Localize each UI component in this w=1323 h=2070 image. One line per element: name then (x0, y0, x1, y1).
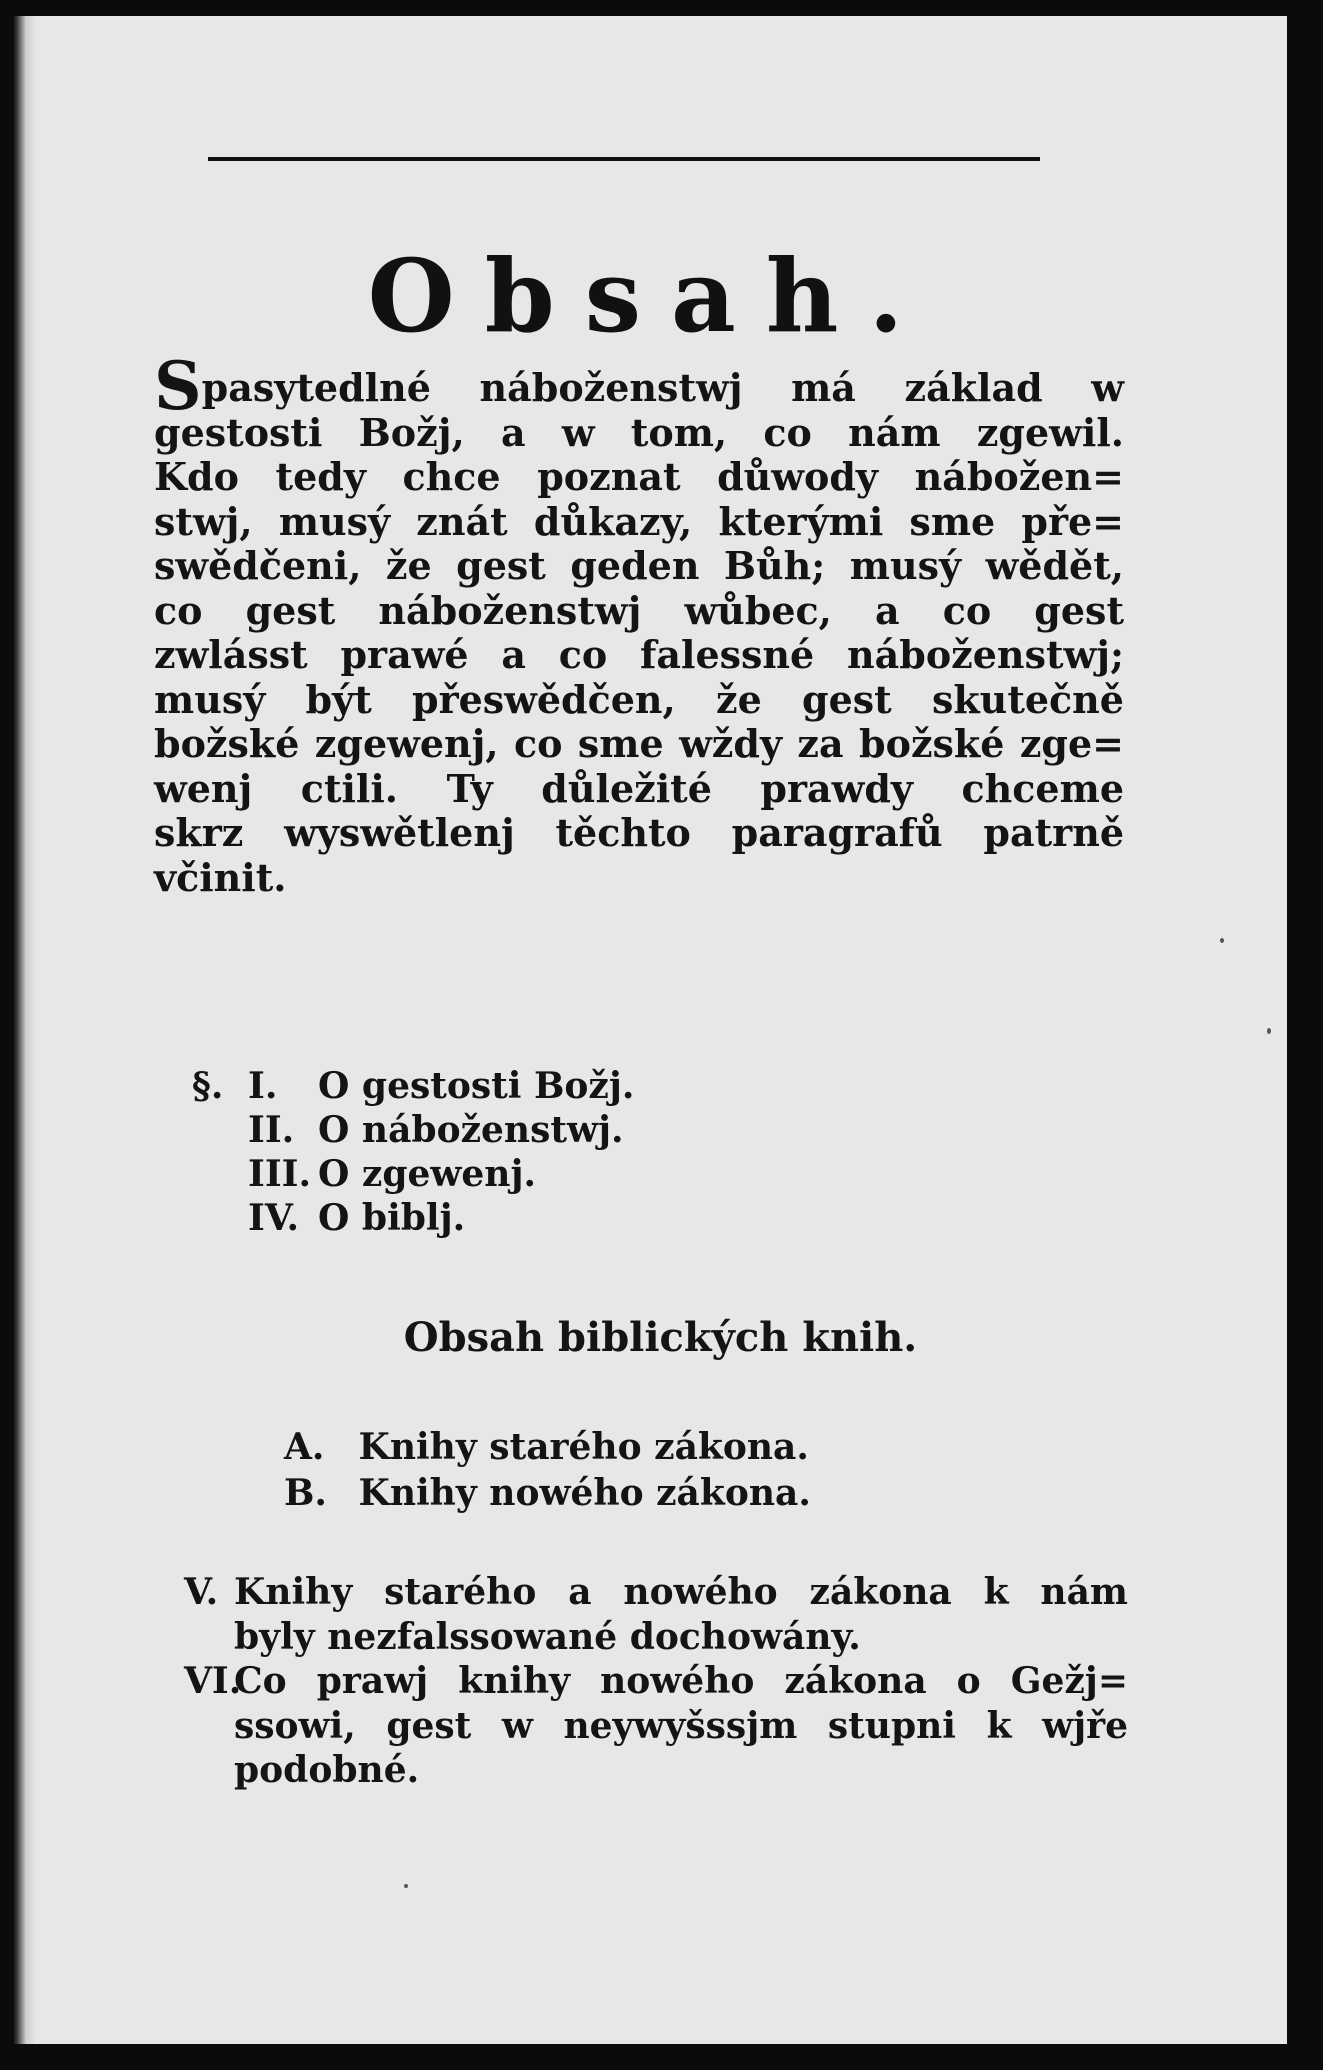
books-list-item (284, 1470, 811, 1516)
toc-item-number: I. (248, 1065, 278, 1107)
section-line: ssowi, gest w neywyšssjm stupni k wjře (234, 1704, 1128, 1747)
section-sign: §. (192, 1065, 224, 1107)
intro-line-10: wenj ctili. Ty důležité prawdy chceme (154, 765, 1124, 811)
table-of-contents (192, 1064, 634, 1240)
toc-item-text: O náboženstwj. (318, 1109, 624, 1151)
intro-line-8: musý být přeswědčen, že gest skutečně (154, 676, 1124, 722)
toc-item-number: II. (248, 1109, 295, 1151)
section-line: Knihy starého a nowého zákona k nám (234, 1571, 1128, 1613)
toc-item (192, 1196, 634, 1240)
intro-line-2: gestosti Božj, a w tom, co nám zgewil. (154, 409, 1124, 455)
section-item-v (184, 1570, 1128, 1659)
drop-initial: S (154, 347, 202, 425)
intro-line-3: Kdo tedy chce poznat důwody nábožen= (154, 454, 1124, 499)
intro-paragraph (154, 347, 1124, 900)
paper-speck (404, 1884, 408, 1888)
toc-item (192, 1152, 634, 1196)
toc-item-number: IV. (248, 1197, 300, 1239)
toc-item (192, 1108, 634, 1152)
intro-line-9: božské zgewenj, co sme wždy za božské zge= (154, 721, 1124, 766)
books-item-letter: B. (284, 1472, 327, 1514)
section-line: podobné. (234, 1749, 420, 1791)
books-item-letter: A. (284, 1426, 325, 1468)
paper-speck (1220, 938, 1224, 943)
intro-line-4: stwj, musý znát důkazy, kterými sme pře= (154, 498, 1124, 544)
bible-books-heading: Obsah biblických knih. (403, 1314, 918, 1361)
section-number: VI. (184, 1660, 242, 1702)
toc-item-number: III. (248, 1153, 312, 1195)
intro-line-7: zwlásst prawé a co falessné náboženstwj; (154, 632, 1124, 677)
books-item-text: Knihy starého zákona. (358, 1426, 809, 1468)
intro-line-6: co gest náboženstwj wůbec, a co gest (154, 587, 1124, 633)
toc-item (192, 1064, 634, 1108)
intro-line-1: Spasytedlné náboženstwj má základ w (154, 347, 1124, 425)
books-list-item (284, 1424, 811, 1470)
section-item-vi (184, 1659, 1128, 1793)
book-page (14, 16, 1287, 2044)
toc-item-text: O gestosti Božj. (318, 1065, 635, 1107)
section-line: Co prawj knihy nowého zákona o Gežj= (234, 1660, 1128, 1702)
toc-item-text: O zgewenj. (318, 1153, 537, 1195)
intro-line-11: skrz wyswětlenj těchto paragrafů patrně (154, 810, 1124, 855)
intro-line-5: swědčeni, že gest geden Bůh; musý wědět, (154, 543, 1124, 588)
books-item-text: Knihy nowého zákona. (358, 1472, 811, 1514)
paper-speck (1267, 1028, 1271, 1034)
header-rule (208, 157, 1040, 161)
section-line: byly nezfalssowané dochowány. (234, 1615, 861, 1658)
page-title: Obsah. (367, 237, 934, 355)
toc-item-text: O biblj. (318, 1197, 466, 1239)
further-sections (184, 1570, 1128, 1793)
bible-books-list (284, 1424, 811, 1516)
intro-line-12: včinit. (154, 854, 287, 900)
section-number: V. (184, 1571, 219, 1613)
